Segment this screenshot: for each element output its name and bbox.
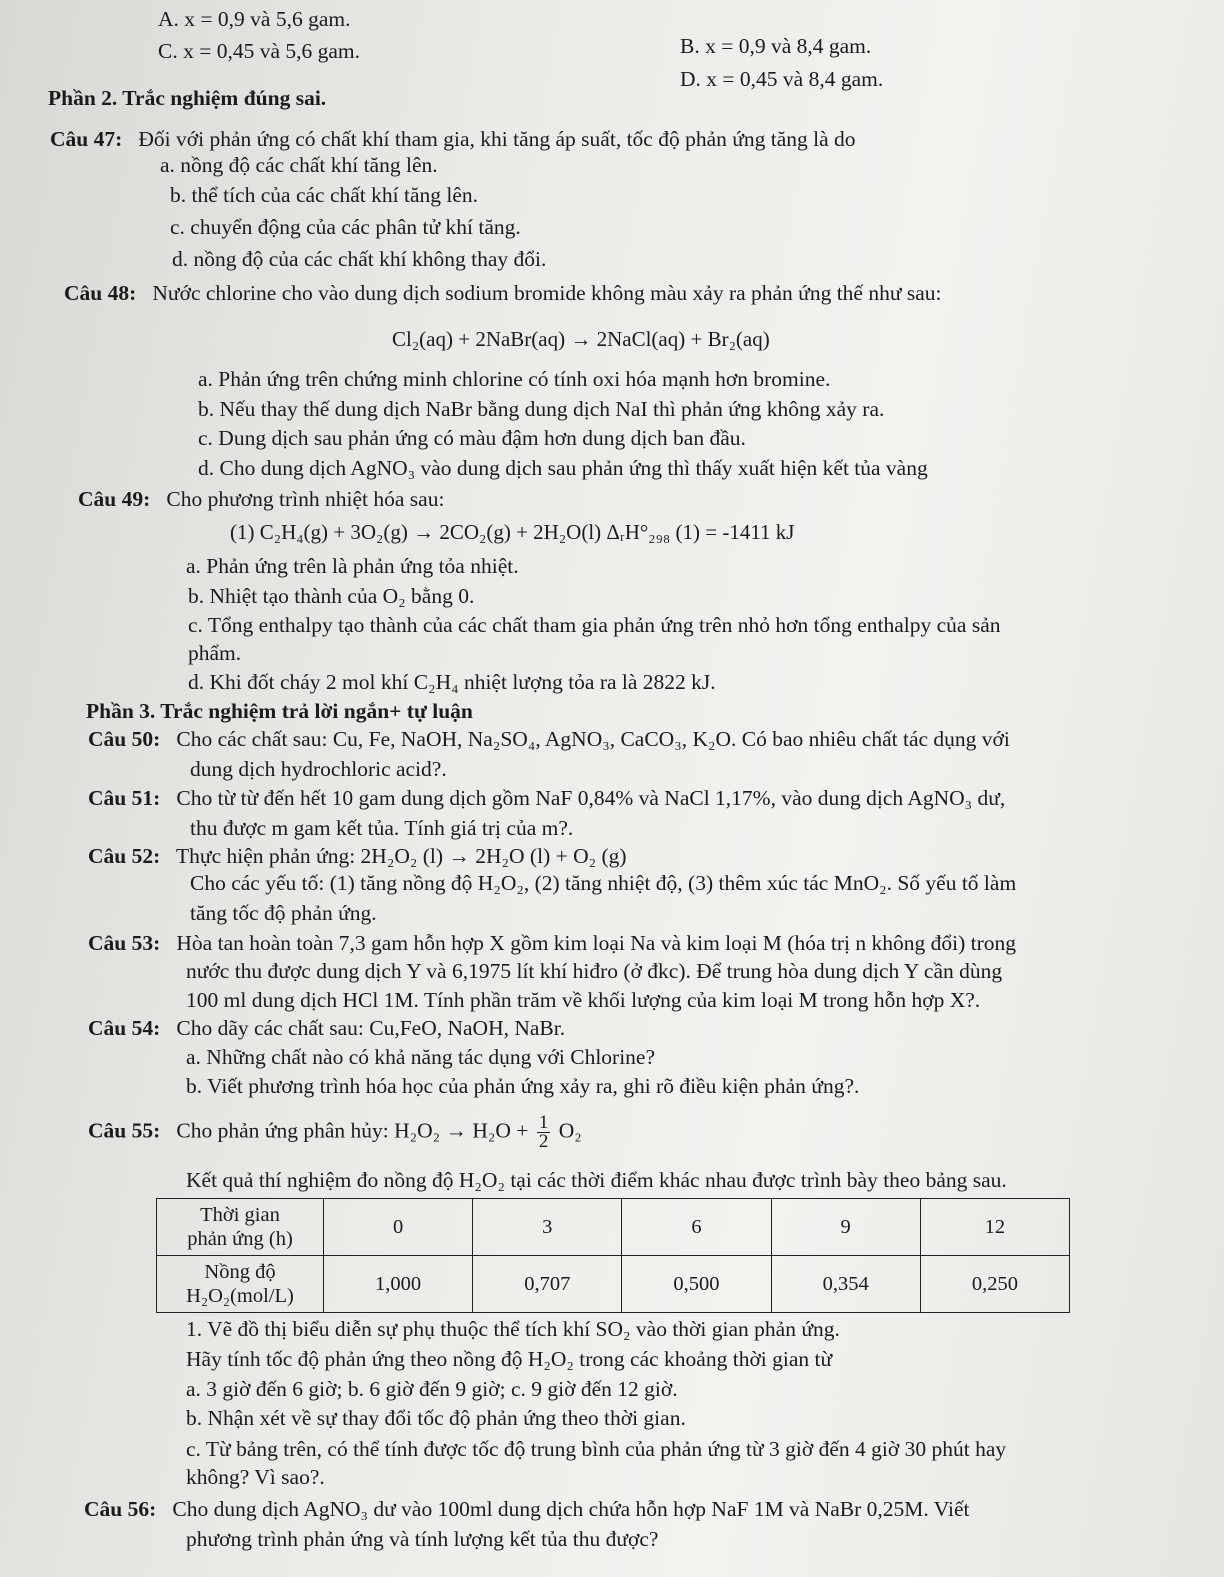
option-b: B. x = 0,9 và 8,4 gam. [680, 34, 872, 58]
q49-option-c-line2: phẩm. [188, 641, 242, 665]
q49-option-b: b. Nhiệt tạo thành của O₂ bằng 0. [188, 584, 475, 608]
q51-line2: thu được m gam kết tủa. Tính giá trị của m?. [190, 816, 574, 840]
question-56 [84, 1496, 970, 1522]
question-stem: Cho phương trình nhiệt hóa sau: [166, 487, 445, 511]
table-cell: 6 [622, 1199, 771, 1256]
question-label: Câu 48: [64, 281, 137, 305]
q52-line3: tăng tốc độ phản ứng. [190, 901, 377, 925]
question-label: Câu 55: [88, 1118, 161, 1143]
table-cell: 0,354 [771, 1256, 920, 1313]
question-47 [50, 126, 856, 152]
q47-option-a: a. nồng độ các chất khí tăng lên. [160, 153, 438, 177]
q49-option-d: d. Khi đốt cháy 2 mol khí C₂H₄ nhiệt lượng tỏa ra là 2822 kJ. [188, 670, 716, 694]
q47-option-c: c. chuyển động của các phân tử khí tăng. [170, 215, 521, 239]
q55-sub-6: không? Vì sao?. [186, 1465, 325, 1489]
q49-option-a: a. Phản ứng trên là phản ứng tỏa nhiệt. [186, 554, 519, 578]
question-text: Hòa tan hoàn toàn 7,3 gam hỗn hợp X gồm kim loại Na và kim loại M (hóa trị n không đổi) trong [176, 931, 1016, 955]
question-53 [88, 930, 1016, 956]
table-cell: 0,707 [473, 1256, 622, 1313]
table-row [157, 1256, 1070, 1313]
q48-option-d: d. Cho dung dịch AgNO₃ vào dung dịch sau phản ứng thì thấy xuất hiện kết tủa vàng [198, 456, 928, 480]
q52-line2: Cho các yếu tố: (1) tăng nồng độ H₂O₂, (2) tăng nhiệt độ, (3) thêm xúc tác MnO₂. Số yếu tố làm [190, 871, 1017, 895]
table-cell: 0,250 [920, 1256, 1069, 1313]
option-d: D. x = 0,45 và 8,4 gam. [680, 67, 884, 91]
q55-table-intro: Kết quả thí nghiệm đo nồng độ H₂O₂ tại các thời điểm khác nhau được trình bày theo bảng sau. [186, 1168, 1007, 1192]
question-text: Cho phản ứng phân hủy: H₂O₂ → H₂O + [176, 1118, 529, 1143]
q53-line2: nước thu được dung dịch Y và 6,1975 lít khí hiđro (ở đkc). Để trung hòa dung dịch Y cần dùng [186, 959, 1003, 983]
question-label: Câu 49: [78, 487, 151, 511]
q55-sub-3: a. 3 giờ đến 6 giờ; b. 6 giờ đến 9 giờ; c. 9 giờ đến 12 giờ. [186, 1377, 678, 1401]
table-cell: 9 [771, 1199, 920, 1256]
question-label: Câu 52: [88, 844, 161, 868]
q48-equation: Cl₂(aq) + 2NaBr(aq) → 2NaCl(aq) + Br₂(aq) [392, 327, 770, 351]
question-text: Thực hiện phản ứng: 2H₂O₂ (l) → 2H₂O (l) + O₂ (g) [176, 844, 627, 868]
q55-sub-5: c. Từ bảng trên, có thể tính được tốc độ trung bình của phản ứng từ 3 giờ đến 4 giờ 30 phút hay [186, 1437, 1007, 1461]
part2-title: Phần 2. Trắc nghiệm đúng sai. [48, 86, 327, 110]
question-51 [88, 785, 1005, 811]
q54-line3: b. Viết phương trình hóa học của phản ứng xảy ra, ghi rõ điều kiện phản ứng?. [186, 1074, 860, 1098]
table-cell: 12 [920, 1199, 1069, 1256]
q48-option-b: b. Nếu thay thế dung dịch NaBr bằng dung dịch NaI thì phản ứng không xảy ra. [198, 397, 885, 421]
option-a: A. x = 0,9 và 5,6 gam. [158, 7, 351, 31]
question-stem: Đối với phản ứng có chất khí tham gia, khi tăng áp suất, tốc độ phản ứng tăng là do [138, 127, 856, 151]
question-text: Cho các chất sau: Cu, Fe, NaOH, Na₂SO₄, AgNO₃, CaCO₃, K₂O. Có bao nhiêu chất tác dụng với [176, 727, 1010, 751]
question-54 [88, 1015, 565, 1041]
table-header-line: H₂O₂(mol/L) [186, 1285, 294, 1307]
question-label: Câu 53: [88, 931, 161, 955]
table-header-line: Thời gian [200, 1204, 280, 1226]
q50-line2: dung dịch hydrochloric acid?. [190, 757, 447, 781]
fraction-numerator: 1 [538, 1112, 549, 1133]
question-55 [88, 1114, 582, 1151]
table-header-concentration [157, 1256, 324, 1313]
table-cell: 0 [324, 1199, 473, 1256]
q55-sub-1: 1. Vẽ đồ thị biểu diễn sự phụ thuộc thể tích khí SO₂ vào thời gian phản ứng. [186, 1317, 840, 1341]
q56-line2: phương trình phản ứng và tính lượng kết tủa thu được? [186, 1527, 659, 1551]
table-row [157, 1199, 1070, 1256]
q49-option-c-line1: c. Tổng enthalpy tạo thành của các chất tham gia phản ứng trên nhỏ hơn tổng enthalpy của sản [188, 613, 1001, 637]
question-52 [88, 843, 627, 869]
concentration-table [156, 1198, 1070, 1313]
question-49 [78, 486, 444, 512]
question-text: Cho dung dịch AgNO₃ dư vào 100ml dung dịch chứa hỗn hợp NaF 1M và NaBr 0,25M. Viết [172, 1497, 970, 1521]
part3-title: Phần 3. Trắc nghiệm trả lời ngắn+ tự luận [86, 699, 473, 723]
fraction-denominator: 2 [538, 1131, 549, 1152]
question-text: Cho dãy các chất sau: Cu,FeO, NaOH, NaBr. [176, 1016, 566, 1040]
question-label: Câu 56: [84, 1497, 157, 1521]
option-c: C. x = 0,45 và 5,6 gam. [158, 39, 361, 63]
question-label: Câu 47: [50, 127, 123, 151]
q48-option-a: a. Phản ứng trên chứng minh chlorine có tính oxi hóa mạnh hơn bromine. [198, 367, 831, 391]
table-cell: 1,000 [324, 1256, 473, 1313]
question-48 [64, 280, 942, 306]
question-label: Câu 51: [88, 786, 161, 810]
table-header-line: phản ứng (h) [187, 1228, 293, 1250]
question-text: Cho từ từ đến hết 10 gam dung dịch gồm NaF 0,84% và NaCl 1,17%, vào dung dịch AgNO₃ dư, [176, 786, 1006, 810]
table-header-time [157, 1199, 324, 1256]
table-cell: 3 [473, 1199, 622, 1256]
q53-line3: 100 ml dung dịch HCl 1M. Tính phần trăm về khối lượng của kim loại M trong hỗn hợp X?. [186, 988, 981, 1012]
table-header-line: Nồng độ [204, 1261, 276, 1283]
question-stem: Nước chlorine cho vào dung dịch sodium bromide không màu xảy ra phản ứng thế như sau: [152, 281, 942, 305]
q47-option-d: d. nồng độ của các chất khí không thay đổi. [172, 247, 547, 271]
q49-equation: (1) C₂H₄(g) + 3O₂(g) → 2CO₂(g) + 2H₂O(l) ΔᵣH°₂₉₈ (1) = -1411 kJ [230, 520, 795, 544]
q47-option-b: b. thể tích của các chất khí tăng lên. [170, 183, 479, 207]
question-label: Câu 54: [88, 1016, 161, 1040]
q48-option-c: c. Dung dịch sau phản ứng có màu đậm hơn dung dịch ban đầu. [198, 426, 746, 450]
q54-line2: a. Những chất nào có khả năng tác dụng với Chlorine? [186, 1045, 656, 1069]
one-half-fraction [537, 1114, 551, 1151]
question-text-end: O₂ [558, 1118, 582, 1143]
question-label: Câu 50: [88, 727, 161, 751]
q55-sub-4: b. Nhận xét về sự thay đổi tốc độ phản ứng theo thời gian. [186, 1406, 686, 1430]
q55-sub-2: Hãy tính tốc độ phản ứng theo nồng độ H₂O₂ trong các khoảng thời gian từ [186, 1347, 833, 1371]
table-cell: 0,500 [622, 1256, 771, 1313]
question-50 [88, 726, 1010, 752]
